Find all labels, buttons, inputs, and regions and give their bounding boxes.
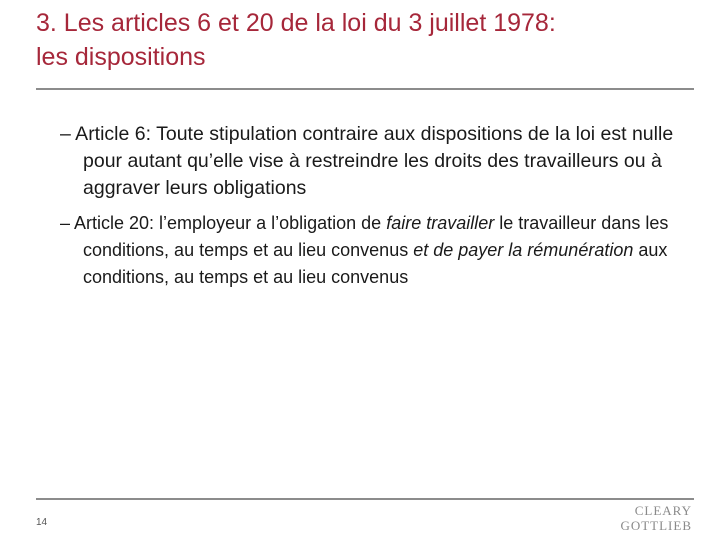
- bullet-article-20-text-2: le travailleur dans les conditions, au temps et au lieu convenus: [83, 213, 669, 260]
- footer-divider: [36, 498, 694, 500]
- bullet-list: [60, 121, 690, 299]
- bullet-article-20: [60, 210, 690, 291]
- logo-line-1: CLEARY: [634, 503, 692, 518]
- bullet-article-20-emphasis-2: et de payer la rémunération: [413, 240, 634, 260]
- page-number: 14: [36, 517, 48, 528]
- bullet-article-6: – Article 6: Toute stipulation contraire aux dispositions de la loi est nulle pour autant qu’elle vise à restreindre les droits des travailleurs ou à aggraver leurs obligations: [60, 123, 674, 199]
- bullet-article-20-text-1: – Article 20: l’employeur a l’obligation de: [60, 213, 387, 233]
- slide-title: [36, 6, 696, 74]
- cleary-gottlieb-logo: [602, 503, 692, 533]
- bullet-article-20-text-3: aux conditions, au temps et au lieu convenus: [83, 240, 668, 287]
- logo-line-2: GOTTLIEB: [620, 518, 692, 533]
- title-line-2: les dispositions: [36, 43, 206, 71]
- bullet-article-20-emphasis-1: faire travailler: [386, 213, 495, 233]
- title-line-1: 3. Les articles 6 et 20 de la loi du 3 juillet 1978:: [36, 9, 556, 37]
- title-divider: [36, 88, 694, 90]
